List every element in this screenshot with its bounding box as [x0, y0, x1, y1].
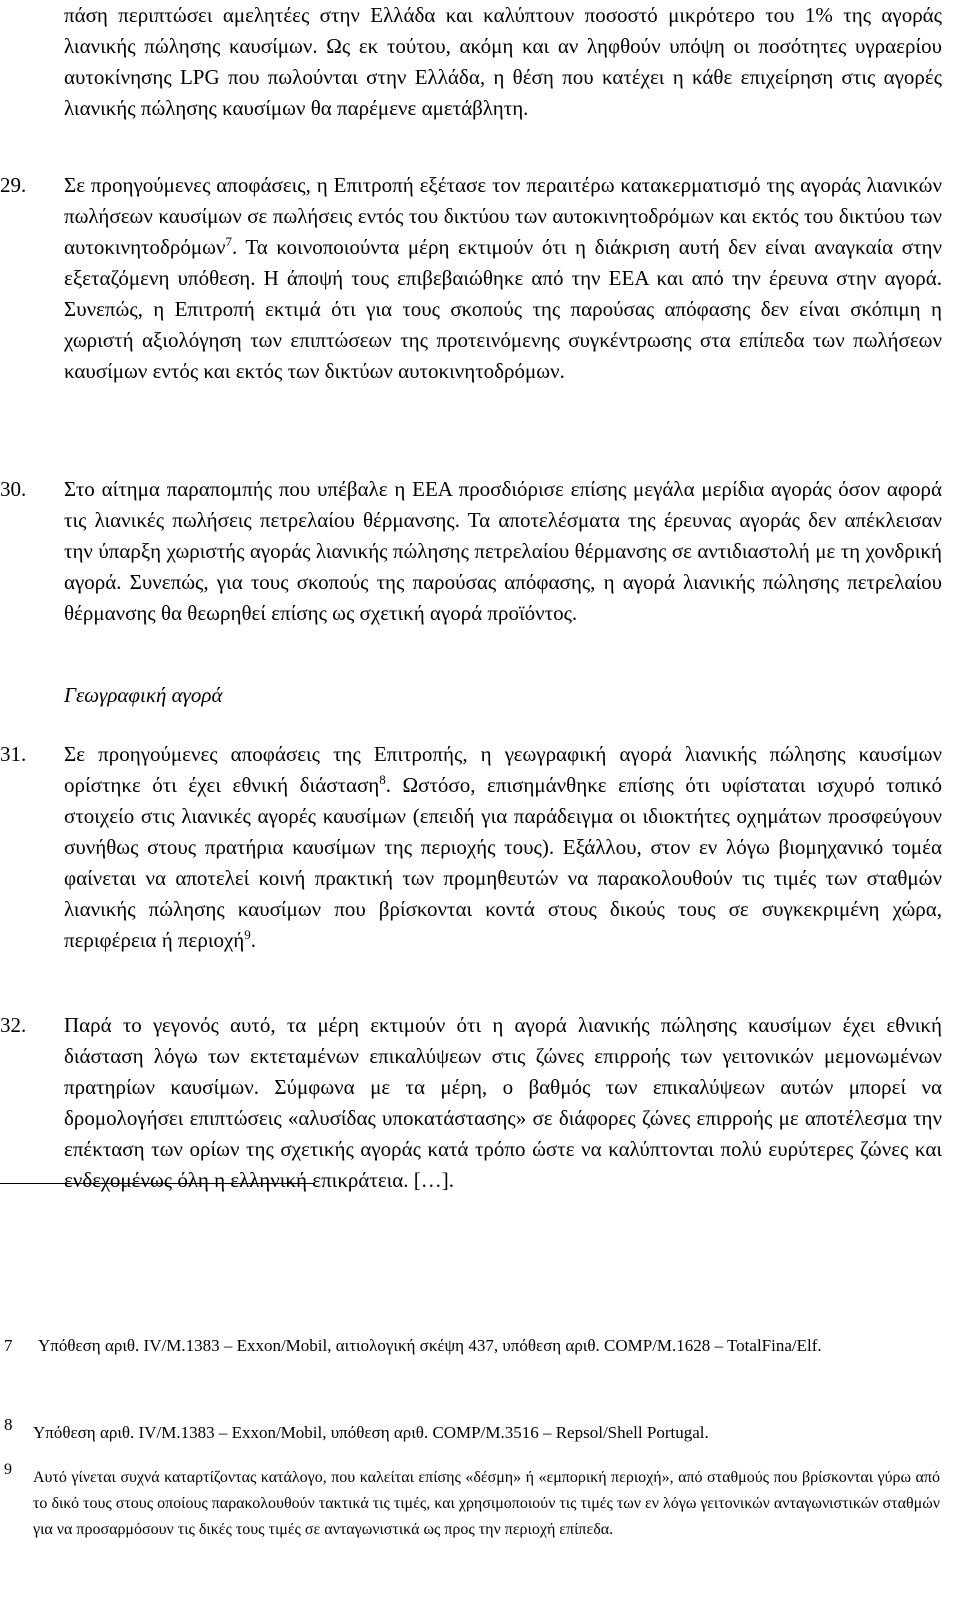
footnote-text: Υπόθεση αριθ. IV/M.1383 – Exxon/Mobil, υπόθεση αριθ. COMP/M.3516 – Repsol/Shell Portugal.: [33, 1423, 709, 1442]
footnote-number: 8: [4, 1415, 13, 1434]
paragraph-text: Παρά το γεγονός αυτό, τα μέρη εκτιμούν ότι η αγορά λιανικής πώλησης καυσίμων έχει εθνική διάσταση λόγω των εκτεταμένων επικαλύψεων στις ζώνες επιρροής των γειτονικών μεμονωμένων πρατηρίων καυσίμων. Σύμφωνα με τα μέρη, ο βαθμός των επικαλύψεων αυτών μπορεί να δρομολογήσει επιπτώσεις «αλυσίδας υποκατάστασης» σε διάφορες ζώνες επιρροής με αποτέλεσμα την επέκταση των ορίων της σχετικής αγοράς κατά τρόπο ώστε να καλύπτονται πολύ ευρύτερες ζώνες και ενδεχομένως όλη η ελληνική επικράτεια. […].: [64, 1013, 942, 1192]
paragraph-text: Σε προηγούμενες αποφάσεις της Επιτροπής, η γεωγραφική αγορά λιανικής πώλησης καυσίμων ορίστηκε ότι έχει εθνική διάσταση$^8$. Ωστόσο, επισημάνθηκε επίσης ότι υφίσταται ισχυρό τοπικό στοιχείο στις λιανικές αγορές καυσίμων (επειδή για παράδειγμα οι ιδιοκτήτες οχημάτων προσφεύγουν συνήθως στους πρατήρια καυσίμων της περιοχής τους). Εξάλλου, στον εν λόγω βιομηχανικό τομέα φαίνεται να αποτελεί κοινή πρακτική των προμηθευτών να παρακολουθούν τις τιμές των σταθμών λιανικής πώλησης καυσίμων που βρίσκονται κοντά στους δικούς τους σε συγκεκριμένη χώρα, περιφέρεια ή περιοχή$^9$.: [64, 742, 942, 952]
paragraph-number: 29.: [0, 173, 27, 197]
footnote-separator: [0, 1183, 314, 1184]
footnote-text: Υπόθεση αριθ. IV/M.1383 – Exxon/Mobil, αιτιολογική σκέψη 437, υπόθεση αριθ. COMP/M.1628 – TotalFina/Elf.: [38, 1336, 822, 1355]
paragraph-number: 30.: [0, 477, 27, 501]
paragraph-number: 32.: [0, 1013, 27, 1037]
footnote-number: 9: [4, 1461, 12, 1478]
footnote-text: Αυτό γίνεται συχνά καταρτίζοντας κατάλογο, που καλείται επίσης «δέσμη» ή «εμπορική περιοχή», από σταθμούς που βρίσκονται γύρω από το δικό τους στους οποίους παρακολουθούν τακτικά τις τιμές, και χρησιμοποιούν τις τιμές των εν λόγω γειτονικών ανταγωνιστικών σταθμών για να προσαρμόσουν τις δικές τους τιμές σε ανταγωνιστικά ως προς την περιοχή επίπεδα.: [33, 1469, 940, 1538]
continuation-text: πάση περιπτώσει αμελητέες στην Ελλάδα και καλύπτουν ποσοστό μικρότερο του 1% της αγοράς λιανικής πώλησης καυσίμων. Ως εκ τούτου, ακόμη και αν ληφθούν υπόψη οι ποσότητες υγραερίου αυτοκίνησης LPG που πωλούνται στην Ελλάδα, η θέση που κατέχει η κάθε επιχείρηση στις αγορές λιανικής πώλησης καυσίμων θα παρέμενε αμετάβλητη.: [64, 3, 942, 120]
paragraph-number: 31.: [0, 742, 27, 766]
footnote-ref-9[interactable]: 9: [244, 927, 251, 942]
continuation-paragraph: [64, 0, 942, 124]
paragraph-text: Στο αίτημα παραπομπής που υπέβαλε η ΕΕΑ προσδιόρισε επίσης μεγάλα μερίδια αγοράς όσον αφορά τις λιανικές πωλήσεις πετρελαίου θέρμανσης. Τα αποτελέσματα της έρευνας αγοράς δεν απέκλεισαν την ύπαρξη χωριστής αγοράς λιανικής πώλησης πετρελαίου θέρμανσης σε αντιδιαστολή με τη χονδρική αγορά. Συνεπώς, για τους σκοπούς της παρούσας απόφασης, η αγορά λιανικής πώλησης πετρελαίου θέρμανσης θα θεωρηθεί επίσης ως σχετική αγορά προϊόντος.: [64, 477, 942, 625]
paragraph-text: Σε προηγούμενες αποφάσεις, η Επιτροπή εξέτασε τον περαιτέρω κατακερματισμό της αγοράς λιανικών πωλήσεων καυσίμων σε πωλήσεις εντός του δικτύου των αυτοκινητοδρόμων και εκτός του δικτύου των αυτοκινητοδρόμων$^7$. Τα κοινοποιούντα μέρη εκτιμούν ότι η διάκριση αυτή δεν είναι αναγκαία στην εξεταζόμενη υπόθεση. Η άποψή τους επιβεβαιώθηκε από την ΕΕΑ και από την έρευνα στην αγορά. Συνεπώς, η Επιτροπή εκτιμά ότι για τους σκοπούς της παρούσας απόφασης δεν είναι σκόπιμη η χωριστή αξιολόγηση των επιπτώσεων της προτεινόμενης συγκέντρωσης στα επίπεδα των πωλήσεων καυσίμων εντός και εκτός των δικτύων αυτοκινητοδρόμων.: [64, 173, 942, 383]
footnote-number: 7: [4, 1336, 13, 1355]
section-subheading: Γεωγραφική αγορά: [64, 683, 223, 707]
footnote-ref-8[interactable]: 8: [379, 772, 386, 787]
footnote-ref-7[interactable]: 7: [225, 234, 232, 249]
